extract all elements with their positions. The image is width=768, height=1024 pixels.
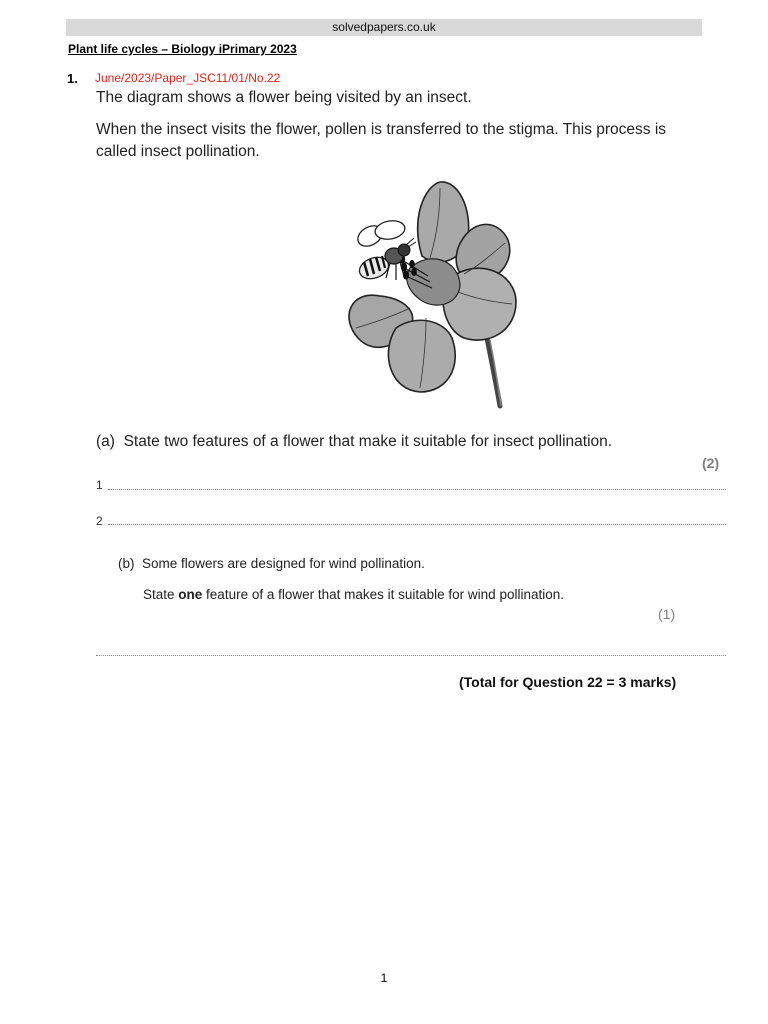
part-a-text: State two features of a flower that make it suitable for insect pollination.	[123, 433, 613, 450]
flower-throat	[407, 259, 460, 305]
flower-with-insect-illustration	[340, 178, 520, 410]
question-number: 1.	[67, 71, 78, 86]
part-b-text-2-bold: one	[178, 587, 203, 602]
answer-line-1[interactable]	[108, 489, 726, 490]
flower-stem	[487, 338, 500, 406]
answer-line-2[interactable]	[108, 524, 726, 525]
flower-petal-bottom	[388, 320, 455, 392]
document-title: Plant life cycles – Biology iPrimary 2023	[68, 42, 297, 56]
part-b-label: (b)	[118, 556, 135, 571]
site-header-bar	[66, 19, 702, 36]
page-number: 1	[380, 971, 388, 985]
question-intro-line-2: When the insect visits the flower, pollen is transferred to the stigma. This process is called insect pollination.	[96, 121, 667, 160]
part-b-text-1: Some flowers are designed for wind pollination.	[142, 556, 425, 571]
question-total-marks: (Total for Question 22 = 3 marks)	[459, 674, 677, 690]
question-reference: June/2023/Paper_JSC11/01/No.22	[95, 71, 281, 85]
part-b-question	[118, 556, 425, 571]
part-b-instruction	[143, 587, 564, 602]
part-b-marks: (1)	[658, 606, 676, 622]
answer-line-3[interactable]	[96, 655, 726, 656]
part-a-label: (a)	[96, 433, 115, 450]
question-intro-line-1: The diagram shows a flower being visited by an insect.	[96, 89, 472, 106]
part-a-marks: (2)	[702, 455, 720, 471]
part-b-text-2-after: feature of a flower that makes it suitable for wind pollination.	[202, 587, 564, 602]
part-b-text-2-before: State	[143, 587, 179, 602]
bee-head	[398, 244, 410, 256]
site-name: solvedpapers.co.uk	[332, 20, 436, 34]
part-a-question	[96, 433, 612, 451]
answer-label-1: 1	[96, 478, 103, 492]
answer-label-2: 2	[96, 514, 103, 528]
